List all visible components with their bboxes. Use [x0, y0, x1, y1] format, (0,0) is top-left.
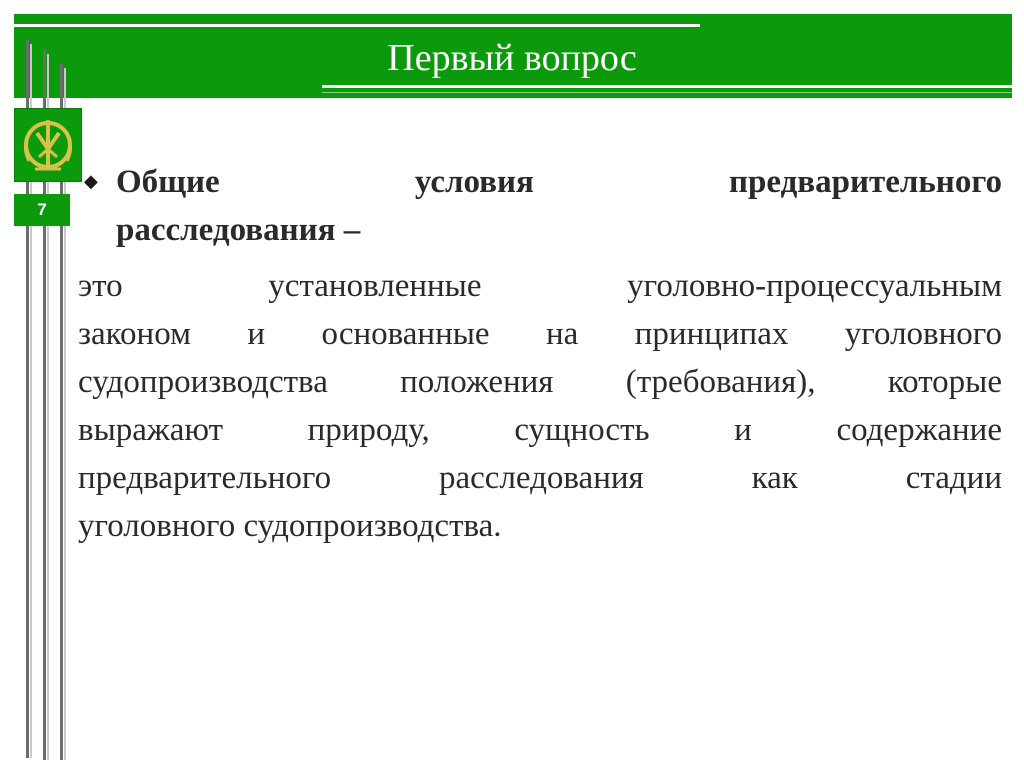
- slide-title: Первый вопрос: [387, 37, 637, 79]
- bullet-heading-line: Общие условия предварительного: [116, 164, 1002, 200]
- page-number-badge: 7: [14, 194, 70, 226]
- diamond-bullet-icon: ◆: [84, 171, 98, 192]
- definition-line: предварительного расследования как стадии: [78, 460, 1002, 496]
- definition-line: это установленные уголовно-процессуальным: [78, 268, 1002, 304]
- definition-line: уголовного судопроизводства.: [78, 508, 502, 544]
- definition-text: [78, 262, 1002, 550]
- header-decor-line-top: [14, 24, 700, 27]
- header-decor-line-thin: [322, 92, 1012, 93]
- bullet-heading-line: расследования –: [116, 212, 361, 248]
- emblem-icon: [14, 108, 82, 182]
- definition-line: законом и основанные на принципах уголовного: [78, 316, 1002, 352]
- definition-line: выражают природу, сущность и содержание: [78, 412, 1002, 448]
- definition-line: судопроизводства положения (требования), которые: [78, 364, 1002, 400]
- bullet-heading: [116, 158, 1002, 254]
